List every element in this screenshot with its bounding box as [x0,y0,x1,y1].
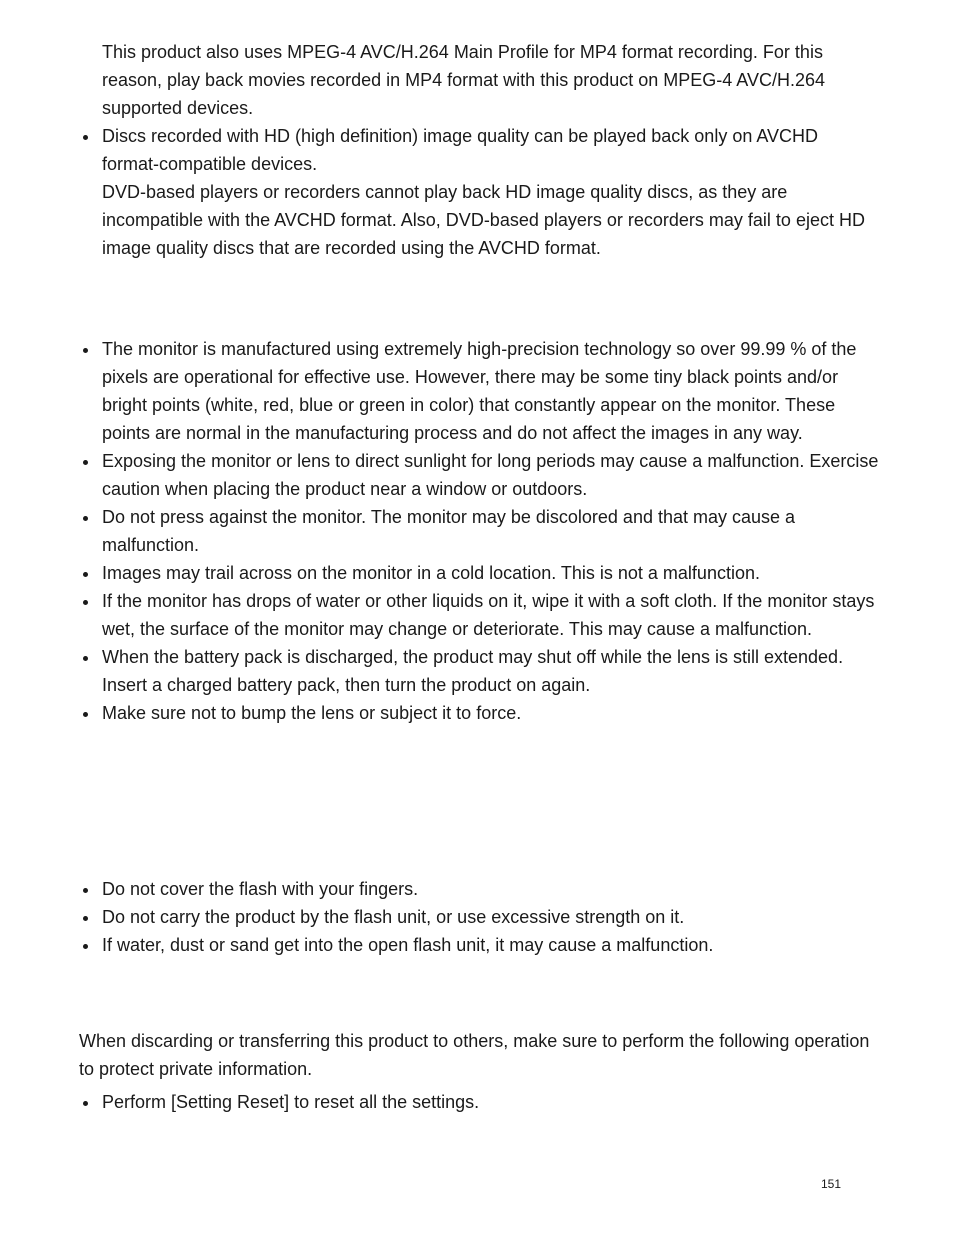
monitor-bullet-list [79,335,879,727]
section-discard [79,1027,879,1116]
flash-bullet-list [79,875,879,959]
bullet-icon [83,916,88,921]
list-item [79,1088,879,1116]
bullet-icon [83,572,88,577]
bullet-icon [83,944,88,949]
bullet-icon [83,460,88,465]
bullet-icon [83,600,88,605]
list-item-text: Do not carry the product by the flash unit, or use excessive strength on it. [102,907,685,927]
bullet-icon [83,135,88,140]
list-item-text: If water, dust or sand get into the open flash unit, it may cause a malfunction. [102,935,714,955]
list-item [79,122,879,262]
playback-bullet-list [79,122,879,262]
list-item-text: Discs recorded with HD (high definition) image quality can be played back only on AVCHD format-compatible devices. [102,126,819,174]
list-item [79,503,879,559]
list-item [79,447,879,503]
page-number: 151 [821,1177,842,1191]
discard-paragraph: When discarding or transferring this product to others, make sure to perform the following operation to protect private information. [79,1031,870,1079]
list-item-text: The monitor is manufactured using extremely high-precision technology so over 99.99 % of the pixels are operational for effective use. However, there may be some tiny black points and/or bright points (white, red, blue or green in color) that constantly appear on the monitor. These points are normal in the manufacturing process and do not affect the images in any way. [102,339,857,443]
list-item [79,559,879,587]
list-item [79,587,879,643]
list-item-extra-text: DVD-based players or recorders cannot play back HD image quality discs, as they are incompatible with the AVCHD format. Also, DVD-based players or recorders may fail to eject HD image quality discs that are recorded using the AVCHD format. [102,182,865,258]
list-item [79,643,879,699]
bullet-icon [83,656,88,661]
bullet-icon [83,1101,88,1106]
list-item [79,903,879,931]
list-item-text: Exposing the monitor or lens to direct sunlight for long periods may cause a malfunction. Exercise caution when placing the product near a window or outdoors. [102,451,879,499]
list-item-text: Make sure not to bump the lens or subject it to force. [102,703,522,723]
section-flash [79,875,879,959]
bullet-icon [83,348,88,353]
list-item-text: Do not cover the flash with your fingers. [102,879,419,899]
bullet-icon [83,712,88,717]
discard-bullet-list [79,1088,879,1116]
continuation-text: This product also uses MPEG-4 AVC/H.264 Main Profile for MP4 format recording. For this reason, play back movies recorded in MP4 format with this product on MPEG-4 AVC/H.264 supported devices. [102,42,825,118]
list-item-text: Do not press against the monitor. The monitor may be discolored and that may cause a malfunction. [102,507,796,555]
bullet-icon [83,888,88,893]
list-item-text: If the monitor has drops of water or other liquids on it, wipe it with a soft cloth. If the monitor stays wet, the surface of the monitor may change or deteriorate. This may cause a malfunction. [102,591,875,639]
section-playback-compat [79,38,879,262]
list-item [79,699,879,727]
list-item-text: Perform [Setting Reset] to reset all the settings. [102,1092,480,1112]
section-monitor [79,335,879,727]
list-item-text: When the battery pack is discharged, the product may shut off while the lens is still extended. Insert a charged battery pack, then turn the product on again. [102,647,844,695]
list-item [79,931,879,959]
list-item-text: Images may trail across on the monitor in a cold location. This is not a malfunction. [102,563,760,583]
list-item [79,335,879,447]
bullet-icon [83,516,88,521]
list-item [79,875,879,903]
